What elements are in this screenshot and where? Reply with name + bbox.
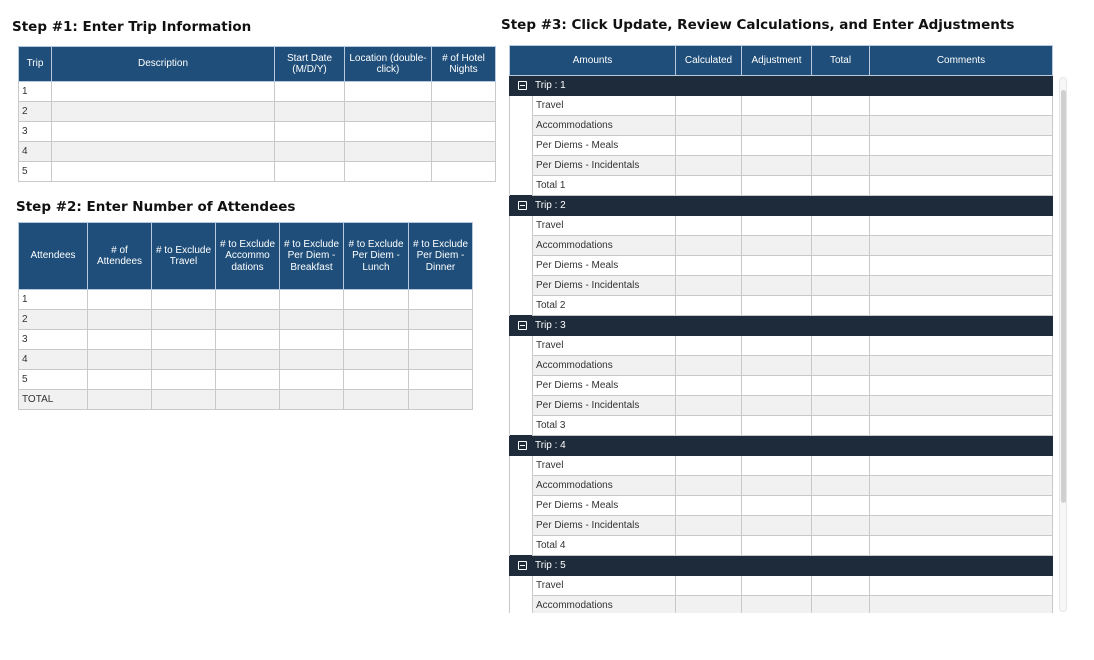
table-row bbox=[19, 122, 496, 142]
total-cell bbox=[812, 276, 870, 296]
row-indent bbox=[510, 136, 533, 156]
comments-cell[interactable] bbox=[870, 376, 1053, 396]
step2-title: Step #2: Enter Number of Attendees bbox=[16, 199, 296, 215]
attendees-col-header: # to Exclude Per Diem - Breakfast bbox=[280, 223, 344, 290]
attendee-count-cell[interactable] bbox=[216, 350, 280, 370]
row-indent bbox=[510, 456, 533, 476]
table-row bbox=[19, 290, 473, 310]
amount-label: Accommodations bbox=[533, 116, 676, 136]
trip-group-label: Trip : 4 bbox=[535, 440, 566, 451]
start-date-cell[interactable] bbox=[275, 122, 345, 142]
attendees-col-header: # to Exclude Per Diem - Lunch bbox=[344, 223, 409, 290]
description-cell[interactable] bbox=[52, 122, 275, 142]
table-row bbox=[19, 142, 496, 162]
attendee-count-cell[interactable] bbox=[88, 310, 152, 330]
trip-group-header[interactable] bbox=[510, 316, 1053, 336]
amount-row bbox=[510, 136, 1053, 156]
attendee-count-cell[interactable] bbox=[88, 370, 152, 390]
row-indent bbox=[510, 96, 533, 116]
start-date-cell[interactable] bbox=[275, 162, 345, 182]
calculated-cell bbox=[676, 356, 742, 376]
total-cell bbox=[812, 596, 870, 614]
adjustment-cell[interactable] bbox=[742, 276, 812, 296]
scrollbar-thumb[interactable] bbox=[1061, 90, 1066, 503]
total-cell bbox=[812, 116, 870, 136]
attendees-col-header: # to Exclude Accommo dations bbox=[216, 223, 280, 290]
comments-cell[interactable] bbox=[870, 496, 1053, 516]
comments-cell[interactable] bbox=[870, 596, 1053, 614]
total-cell bbox=[812, 256, 870, 276]
comments-cell[interactable] bbox=[870, 416, 1053, 436]
row-indent bbox=[510, 536, 533, 556]
table-row bbox=[19, 330, 473, 350]
comments-cell[interactable] bbox=[870, 216, 1053, 236]
total-cell bbox=[812, 296, 870, 316]
attendee-count-cell[interactable] bbox=[280, 290, 344, 310]
description-cell[interactable] bbox=[52, 142, 275, 162]
attendee-row-label: 5 bbox=[19, 370, 88, 390]
amount-row bbox=[510, 536, 1053, 556]
calculations-grid bbox=[509, 45, 1054, 613]
collapse-icon[interactable] bbox=[518, 201, 527, 210]
attendees-col-header: Attendees bbox=[19, 223, 88, 290]
row-indent bbox=[510, 256, 533, 276]
row-indent bbox=[510, 276, 533, 296]
amounts-col-header: Amounts bbox=[510, 46, 676, 76]
attendee-row-label: 2 bbox=[19, 310, 88, 330]
attendee-count-cell[interactable] bbox=[88, 290, 152, 310]
location-cell[interactable] bbox=[345, 102, 432, 122]
row-indent bbox=[510, 376, 533, 396]
calculated-cell bbox=[676, 496, 742, 516]
trip-group-row[interactable] bbox=[510, 316, 1053, 336]
adjustment-cell[interactable] bbox=[742, 396, 812, 416]
trip-group-row[interactable] bbox=[510, 436, 1053, 456]
attendee-count-cell[interactable] bbox=[152, 290, 216, 310]
trip-group-header[interactable] bbox=[510, 76, 1053, 96]
trip-group-label: Trip : 3 bbox=[535, 320, 566, 331]
amount-row bbox=[510, 356, 1053, 376]
comments-cell[interactable] bbox=[870, 116, 1053, 136]
calculated-cell bbox=[676, 216, 742, 236]
row-indent bbox=[510, 336, 533, 356]
amount-label: Travel bbox=[533, 336, 676, 356]
hotel-nights-cell[interactable] bbox=[432, 82, 496, 102]
total-cell bbox=[812, 416, 870, 436]
trip-number: 1 bbox=[19, 82, 52, 102]
attendees-col-header: # of Attendees bbox=[88, 223, 152, 290]
attendee-count-cell[interactable] bbox=[280, 370, 344, 390]
comments-cell[interactable] bbox=[870, 356, 1053, 376]
location-cell[interactable] bbox=[345, 142, 432, 162]
attendees-table bbox=[18, 222, 473, 410]
amount-row bbox=[510, 216, 1053, 236]
attendee-count-cell[interactable] bbox=[409, 390, 473, 410]
adjustment-cell[interactable] bbox=[742, 336, 812, 356]
amount-row bbox=[510, 476, 1053, 496]
comments-cell[interactable] bbox=[870, 96, 1053, 116]
attendee-count-cell[interactable] bbox=[344, 350, 409, 370]
attendee-count-cell[interactable] bbox=[344, 390, 409, 410]
calculated-cell bbox=[676, 456, 742, 476]
comments-cell[interactable] bbox=[870, 136, 1053, 156]
comments-cell[interactable] bbox=[870, 476, 1053, 496]
adjustment-cell[interactable] bbox=[742, 356, 812, 376]
start-date-cell[interactable] bbox=[275, 102, 345, 122]
calculated-cell bbox=[676, 336, 742, 356]
total-cell bbox=[812, 496, 870, 516]
amount-row bbox=[510, 336, 1053, 356]
adjustment-cell[interactable] bbox=[742, 256, 812, 276]
attendee-count-cell[interactable] bbox=[216, 370, 280, 390]
comments-cell[interactable] bbox=[870, 176, 1053, 196]
attendee-row-label: TOTAL bbox=[19, 390, 88, 410]
amount-label: Accommodations bbox=[533, 236, 676, 256]
attendee-count-cell[interactable] bbox=[152, 350, 216, 370]
calculated-cell bbox=[676, 536, 742, 556]
attendee-count-cell[interactable] bbox=[88, 390, 152, 410]
attendee-row-label: 1 bbox=[19, 290, 88, 310]
amount-row bbox=[510, 176, 1053, 196]
attendee-count-cell[interactable] bbox=[152, 330, 216, 350]
trip-col-header: Description bbox=[52, 47, 275, 82]
amount-row bbox=[510, 276, 1053, 296]
adjustment-cell[interactable] bbox=[742, 236, 812, 256]
start-date-cell[interactable] bbox=[275, 82, 345, 102]
amount-label: Per Diems - Incidentals bbox=[533, 156, 676, 176]
row-indent bbox=[510, 476, 533, 496]
amounts-col-header: Adjustment bbox=[742, 46, 812, 76]
attendee-count-cell[interactable] bbox=[152, 310, 216, 330]
calculated-cell bbox=[676, 596, 742, 614]
total-cell bbox=[812, 376, 870, 396]
total-cell bbox=[812, 336, 870, 356]
adjustment-cell[interactable] bbox=[742, 136, 812, 156]
row-indent bbox=[510, 216, 533, 236]
adjustment-cell[interactable] bbox=[742, 376, 812, 396]
comments-cell[interactable] bbox=[870, 396, 1053, 416]
total-cell bbox=[812, 396, 870, 416]
adjustment-cell[interactable] bbox=[742, 536, 812, 556]
amount-label: Per Diems - Meals bbox=[533, 496, 676, 516]
adjustment-cell[interactable] bbox=[742, 576, 812, 596]
collapse-icon[interactable] bbox=[518, 441, 527, 450]
amount-row bbox=[510, 296, 1053, 316]
amount-label: Total 3 bbox=[533, 416, 676, 436]
table-row bbox=[19, 390, 473, 410]
amount-label: Per Diems - Incidentals bbox=[533, 276, 676, 296]
attendee-count-cell[interactable] bbox=[280, 310, 344, 330]
attendees-col-header: # to Exclude Per Diem - Dinner bbox=[409, 223, 473, 290]
total-cell bbox=[812, 356, 870, 376]
hotel-nights-cell[interactable] bbox=[432, 122, 496, 142]
amount-row bbox=[510, 236, 1053, 256]
attendee-count-cell[interactable] bbox=[152, 390, 216, 410]
amounts-col-header: Total bbox=[812, 46, 870, 76]
adjustment-cell[interactable] bbox=[742, 456, 812, 476]
adjustment-cell[interactable] bbox=[742, 476, 812, 496]
amount-label: Travel bbox=[533, 96, 676, 116]
trip-group-header[interactable] bbox=[510, 556, 1053, 576]
comments-cell[interactable] bbox=[870, 156, 1053, 176]
hotel-nights-cell[interactable] bbox=[432, 102, 496, 122]
location-cell[interactable] bbox=[345, 82, 432, 102]
attendee-count-cell[interactable] bbox=[216, 330, 280, 350]
trip-group-header[interactable] bbox=[510, 436, 1053, 456]
attendee-count-cell[interactable] bbox=[88, 330, 152, 350]
amount-label: Accommodations bbox=[533, 356, 676, 376]
attendee-count-cell[interactable] bbox=[280, 330, 344, 350]
total-cell bbox=[812, 156, 870, 176]
table-row bbox=[19, 102, 496, 122]
description-cell[interactable] bbox=[52, 162, 275, 182]
amount-row bbox=[510, 156, 1053, 176]
total-cell bbox=[812, 456, 870, 476]
calculated-cell bbox=[676, 236, 742, 256]
total-cell bbox=[812, 516, 870, 536]
comments-cell[interactable] bbox=[870, 336, 1053, 356]
step1-title: Step #1: Enter Trip Information bbox=[12, 19, 252, 35]
adjustment-cell[interactable] bbox=[742, 296, 812, 316]
amount-row bbox=[510, 396, 1053, 416]
total-cell bbox=[812, 576, 870, 596]
attendee-count-cell[interactable] bbox=[344, 330, 409, 350]
row-indent bbox=[510, 576, 533, 596]
row-indent bbox=[510, 296, 533, 316]
attendee-count-cell[interactable] bbox=[216, 310, 280, 330]
attendee-count-cell[interactable] bbox=[344, 370, 409, 390]
calculated-cell bbox=[676, 176, 742, 196]
comments-cell[interactable] bbox=[870, 516, 1053, 536]
attendee-count-cell[interactable] bbox=[152, 370, 216, 390]
calculated-cell bbox=[676, 576, 742, 596]
attendees-col-header: # to Exclude Travel bbox=[152, 223, 216, 290]
trip-col-header: Trip bbox=[19, 47, 52, 82]
comments-cell[interactable] bbox=[870, 236, 1053, 256]
row-indent bbox=[510, 396, 533, 416]
table-row bbox=[19, 310, 473, 330]
amounts-col-header: Comments bbox=[870, 46, 1053, 76]
total-cell bbox=[812, 176, 870, 196]
amount-label: Accommodations bbox=[533, 476, 676, 496]
trip-number: 2 bbox=[19, 102, 52, 122]
amount-row bbox=[510, 496, 1053, 516]
calculated-cell bbox=[676, 276, 742, 296]
amount-label: Travel bbox=[533, 456, 676, 476]
trip-group-label: Trip : 1 bbox=[535, 80, 566, 91]
attendee-count-cell[interactable] bbox=[409, 350, 473, 370]
adjustment-cell[interactable] bbox=[742, 516, 812, 536]
amount-row bbox=[510, 116, 1053, 136]
trip-col-header: Location (double-click) bbox=[345, 47, 432, 82]
hotel-nights-cell[interactable] bbox=[432, 142, 496, 162]
amount-row bbox=[510, 456, 1053, 476]
adjustment-cell[interactable] bbox=[742, 596, 812, 614]
attendee-count-cell[interactable] bbox=[344, 310, 409, 330]
trip-number: 3 bbox=[19, 122, 52, 142]
calculated-cell bbox=[676, 516, 742, 536]
trip-info-table bbox=[18, 46, 496, 182]
hotel-nights-cell[interactable] bbox=[432, 162, 496, 182]
trip-col-header: Start Date (M/D/Y) bbox=[275, 47, 345, 82]
calculated-cell bbox=[676, 296, 742, 316]
trip-number: 5 bbox=[19, 162, 52, 182]
attendee-count-cell[interactable] bbox=[409, 310, 473, 330]
amount-row bbox=[510, 516, 1053, 536]
attendee-count-cell[interactable] bbox=[344, 290, 409, 310]
attendee-count-cell[interactable] bbox=[216, 290, 280, 310]
location-cell[interactable] bbox=[345, 122, 432, 142]
row-indent bbox=[510, 176, 533, 196]
total-cell bbox=[812, 236, 870, 256]
amount-label: Per Diems - Incidentals bbox=[533, 516, 676, 536]
amount-label: Per Diems - Meals bbox=[533, 136, 676, 156]
calculated-cell bbox=[676, 136, 742, 156]
collapse-icon[interactable] bbox=[518, 81, 527, 90]
collapse-icon[interactable] bbox=[518, 561, 527, 570]
adjustment-cell[interactable] bbox=[742, 96, 812, 116]
row-indent bbox=[510, 116, 533, 136]
amount-row bbox=[510, 416, 1053, 436]
calculated-cell bbox=[676, 256, 742, 276]
comments-cell[interactable] bbox=[870, 456, 1053, 476]
total-cell bbox=[812, 536, 870, 556]
total-cell bbox=[812, 96, 870, 116]
attendee-count-cell[interactable] bbox=[280, 390, 344, 410]
table-row bbox=[19, 370, 473, 390]
amount-row bbox=[510, 596, 1053, 614]
table-row bbox=[19, 82, 496, 102]
comments-cell[interactable] bbox=[870, 276, 1053, 296]
row-indent bbox=[510, 496, 533, 516]
description-cell[interactable] bbox=[52, 102, 275, 122]
total-cell bbox=[812, 216, 870, 236]
calculated-cell bbox=[676, 396, 742, 416]
calculated-cell bbox=[676, 376, 742, 396]
trip-col-header: # of Hotel Nights bbox=[432, 47, 496, 82]
comments-cell[interactable] bbox=[870, 576, 1053, 596]
adjustment-cell[interactable] bbox=[742, 216, 812, 236]
adjustment-cell[interactable] bbox=[742, 116, 812, 136]
amount-label: Per Diems - Meals bbox=[533, 376, 676, 396]
amount-label: Total 2 bbox=[533, 296, 676, 316]
attendee-count-cell[interactable] bbox=[409, 290, 473, 310]
table-row bbox=[19, 162, 496, 182]
attendee-count-cell[interactable] bbox=[216, 390, 280, 410]
amount-row bbox=[510, 376, 1053, 396]
calculated-cell bbox=[676, 156, 742, 176]
attendee-row-label: 3 bbox=[19, 330, 88, 350]
trip-number: 4 bbox=[19, 142, 52, 162]
start-date-cell[interactable] bbox=[275, 142, 345, 162]
trip-group-row[interactable] bbox=[510, 556, 1053, 576]
comments-cell[interactable] bbox=[870, 296, 1053, 316]
table-row bbox=[19, 350, 473, 370]
attendee-count-cell[interactable] bbox=[409, 330, 473, 350]
adjustment-cell[interactable] bbox=[742, 416, 812, 436]
calculated-cell bbox=[676, 116, 742, 136]
attendee-count-cell[interactable] bbox=[280, 350, 344, 370]
attendee-count-cell[interactable] bbox=[88, 350, 152, 370]
row-indent bbox=[510, 156, 533, 176]
adjustment-cell[interactable] bbox=[742, 176, 812, 196]
total-cell bbox=[812, 136, 870, 156]
amount-row bbox=[510, 96, 1053, 116]
adjustment-cell[interactable] bbox=[742, 496, 812, 516]
location-cell[interactable] bbox=[345, 162, 432, 182]
step3-title: Step #3: Click Update, Review Calculations, and Enter Adjustments bbox=[501, 17, 1015, 33]
attendee-row-label: 4 bbox=[19, 350, 88, 370]
amount-label: Travel bbox=[533, 216, 676, 236]
trip-group-row[interactable] bbox=[510, 76, 1053, 96]
vertical-scrollbar[interactable] bbox=[1059, 77, 1067, 612]
amounts-col-header: Calculated bbox=[676, 46, 742, 76]
amount-row bbox=[510, 576, 1053, 596]
calculated-cell bbox=[676, 476, 742, 496]
amount-label: Total 4 bbox=[533, 536, 676, 556]
comments-cell[interactable] bbox=[870, 256, 1053, 276]
comments-cell[interactable] bbox=[870, 536, 1053, 556]
row-indent bbox=[510, 416, 533, 436]
row-indent bbox=[510, 356, 533, 376]
row-indent bbox=[510, 516, 533, 536]
description-cell[interactable] bbox=[52, 82, 275, 102]
amount-label: Travel bbox=[533, 576, 676, 596]
trip-group-header[interactable] bbox=[510, 196, 1053, 216]
collapse-icon[interactable] bbox=[518, 321, 527, 330]
attendee-count-cell[interactable] bbox=[409, 370, 473, 390]
trip-group-row[interactable] bbox=[510, 196, 1053, 216]
amount-label: Total 1 bbox=[533, 176, 676, 196]
amount-row bbox=[510, 256, 1053, 276]
amount-label: Per Diems - Meals bbox=[533, 256, 676, 276]
total-cell bbox=[812, 476, 870, 496]
trip-group-label: Trip : 2 bbox=[535, 200, 566, 211]
amount-label: Accommodations bbox=[533, 596, 676, 614]
trip-group-label: Trip : 5 bbox=[535, 560, 566, 571]
row-indent bbox=[510, 236, 533, 256]
amount-label: Per Diems - Incidentals bbox=[533, 396, 676, 416]
calculated-cell bbox=[676, 96, 742, 116]
calculated-cell bbox=[676, 416, 742, 436]
row-indent bbox=[510, 596, 533, 614]
adjustment-cell[interactable] bbox=[742, 156, 812, 176]
